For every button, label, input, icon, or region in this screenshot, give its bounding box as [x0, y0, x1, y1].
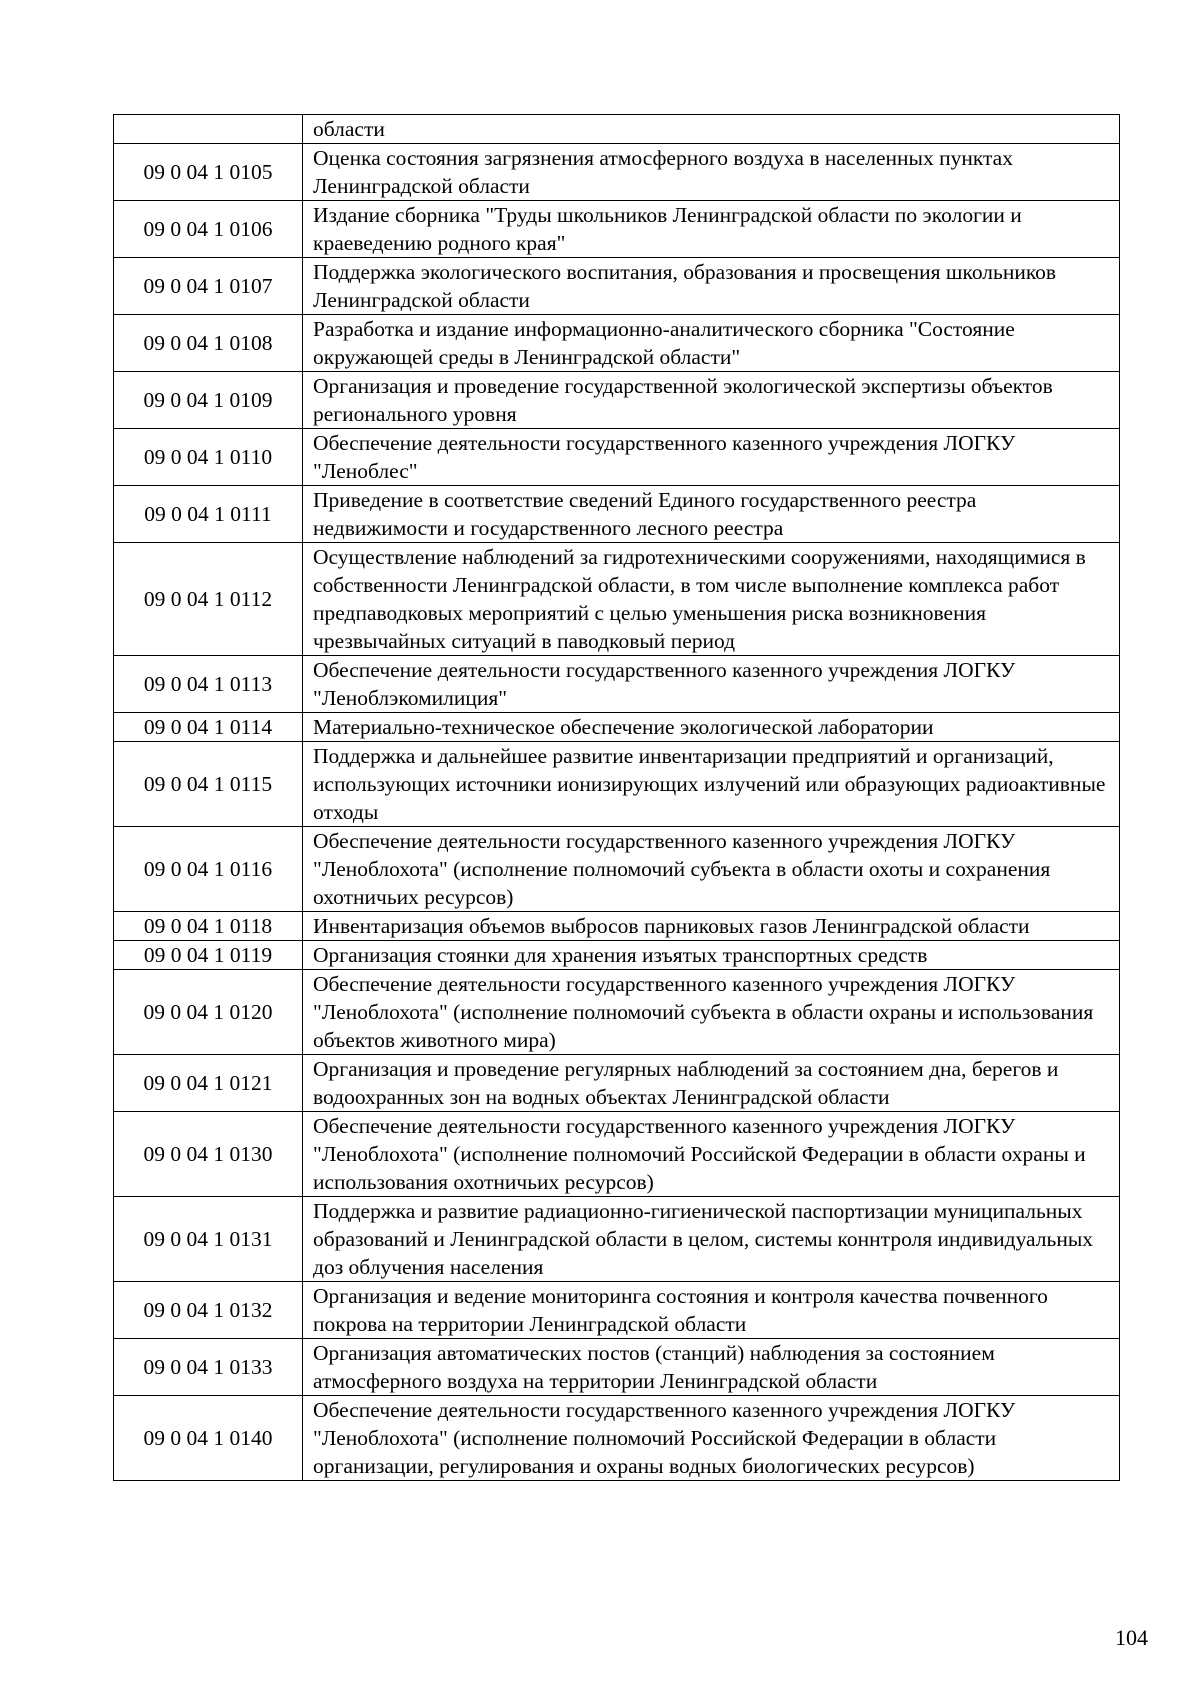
table-row [114, 1112, 1120, 1197]
row-code: 09 0 04 1 0130 [114, 1112, 303, 1197]
row-description: Обеспечение деятельности государственного казенного учреждения ЛОГКУ "Леноблохота" (исполнение полномочий Российской Федерации в области организации, регулирования и охраны водных биологических ресурсов) [303, 1396, 1120, 1481]
row-code: 09 0 04 1 0120 [114, 970, 303, 1055]
row-description: Организация и ведение мониторинга состояния и контроля качества почвенного покрова на территории Ленинградской области [303, 1282, 1120, 1339]
row-code: 09 0 04 1 0111 [114, 486, 303, 543]
row-code: 09 0 04 1 0105 [114, 144, 303, 201]
row-code [114, 115, 303, 144]
table-row [114, 201, 1120, 258]
row-description: Поддержка экологического воспитания, образования и просвещения школьников Ленинградской области [303, 258, 1120, 315]
row-description: Поддержка и развитие радиационно-гигиенической паспортизации муниципальных образований и Ленинградской области в целом, системы коннтроля индивидуальных доз облучения населения [303, 1197, 1120, 1282]
table-row [114, 827, 1120, 912]
table-row [114, 1282, 1120, 1339]
table-row [114, 941, 1120, 970]
row-description: Организация и проведение регулярных наблюдений за состоянием дна, берегов и водоохранных зон на водных объектах Ленинградской области [303, 1055, 1120, 1112]
row-code: 09 0 04 1 0132 [114, 1282, 303, 1339]
row-description: Обеспечение деятельности государственного казенного учреждения ЛОГКУ "Леноблохота" (исполнение полномочий субъекта в области охраны и использования объектов животного мира) [303, 970, 1120, 1055]
row-code: 09 0 04 1 0133 [114, 1339, 303, 1396]
table-row [114, 912, 1120, 941]
row-description: Осуществление наблюдений за гидротехническими сооружениями, находящимися в собственности Ленинградской области, в том числе выполнение комплекса работ предпаводковых мероприятий с целью уменьшения риска возникновения чрезвычайных ситуаций в паводковый период [303, 543, 1120, 656]
row-code: 09 0 04 1 0109 [114, 372, 303, 429]
row-code: 09 0 04 1 0115 [114, 742, 303, 827]
row-description: Организация стоянки для хранения изъятых транспортных средств [303, 941, 1120, 970]
table-row [114, 372, 1120, 429]
table-row [114, 543, 1120, 656]
table-row [114, 742, 1120, 827]
table-row [114, 115, 1120, 144]
row-code: 09 0 04 1 0131 [114, 1197, 303, 1282]
table-row [114, 144, 1120, 201]
row-code: 09 0 04 1 0107 [114, 258, 303, 315]
table-row [114, 1396, 1120, 1481]
row-description: Оценка состояния загрязнения атмосферного воздуха в населенных пунктах Ленинградской области [303, 144, 1120, 201]
row-code: 09 0 04 1 0119 [114, 941, 303, 970]
row-code: 09 0 04 1 0140 [114, 1396, 303, 1481]
row-description: Поддержка и дальнейшее развитие инвентаризации предприятий и организаций, использующих источники ионизирующих излучений или образующих радиоактивные отходы [303, 742, 1120, 827]
table-row [114, 1339, 1120, 1396]
row-code: 09 0 04 1 0108 [114, 315, 303, 372]
table-row [114, 486, 1120, 543]
row-code: 09 0 04 1 0114 [114, 713, 303, 742]
table-row [114, 1055, 1120, 1112]
row-description: Обеспечение деятельности государственного казенного учреждения ЛОГКУ "Леноблэкомилиция" [303, 656, 1120, 713]
row-description: Инвентаризация объемов выбросов парниковых газов Ленинградской области [303, 912, 1120, 941]
table-row [114, 429, 1120, 486]
table-body [114, 115, 1120, 1481]
row-description: Обеспечение деятельности государственного казенного учреждения ЛОГКУ "Леноблес" [303, 429, 1120, 486]
table-row [114, 258, 1120, 315]
row-code: 09 0 04 1 0110 [114, 429, 303, 486]
table-row [114, 315, 1120, 372]
table-row [114, 970, 1120, 1055]
row-description: Издание сборника "Труды школьников Ленинградской области по экологии и краеведению родного края" [303, 201, 1120, 258]
row-description: Организация и проведение государственной экологической экспертизы объектов регионального уровня [303, 372, 1120, 429]
row-description: области [303, 115, 1120, 144]
row-description: Приведение в соответствие сведений Единого государственного реестра недвижимости и государственного лесного реестра [303, 486, 1120, 543]
row-description: Обеспечение деятельности государственного казенного учреждения ЛОГКУ "Леноблохота" (исполнение полномочий субъекта в области охоты и сохранения охотничьих ресурсов) [303, 827, 1120, 912]
row-description: Материально-техническое обеспечение экологической лаборатории [303, 713, 1120, 742]
row-description: Организация автоматических постов (станций) наблюдения за состоянием атмосферного воздуха на территории Ленинградской области [303, 1339, 1120, 1396]
row-code: 09 0 04 1 0116 [114, 827, 303, 912]
page-number: 104 [1115, 1625, 1148, 1650]
row-description: Разработка и издание информационно-аналитического сборника "Состояние окружающей среды в Ленинградской области" [303, 315, 1120, 372]
table-row [114, 656, 1120, 713]
budget-codes-table [113, 114, 1120, 1481]
row-code: 09 0 04 1 0118 [114, 912, 303, 941]
row-code: 09 0 04 1 0113 [114, 656, 303, 713]
row-code: 09 0 04 1 0106 [114, 201, 303, 258]
table-row [114, 713, 1120, 742]
row-code: 09 0 04 1 0121 [114, 1055, 303, 1112]
row-code: 09 0 04 1 0112 [114, 543, 303, 656]
row-description: Обеспечение деятельности государственного казенного учреждения ЛОГКУ "Леноблохота" (исполнение полномочий Российской Федерации в области охраны и использования охотничьих ресурсов) [303, 1112, 1120, 1197]
table-row [114, 1197, 1120, 1282]
